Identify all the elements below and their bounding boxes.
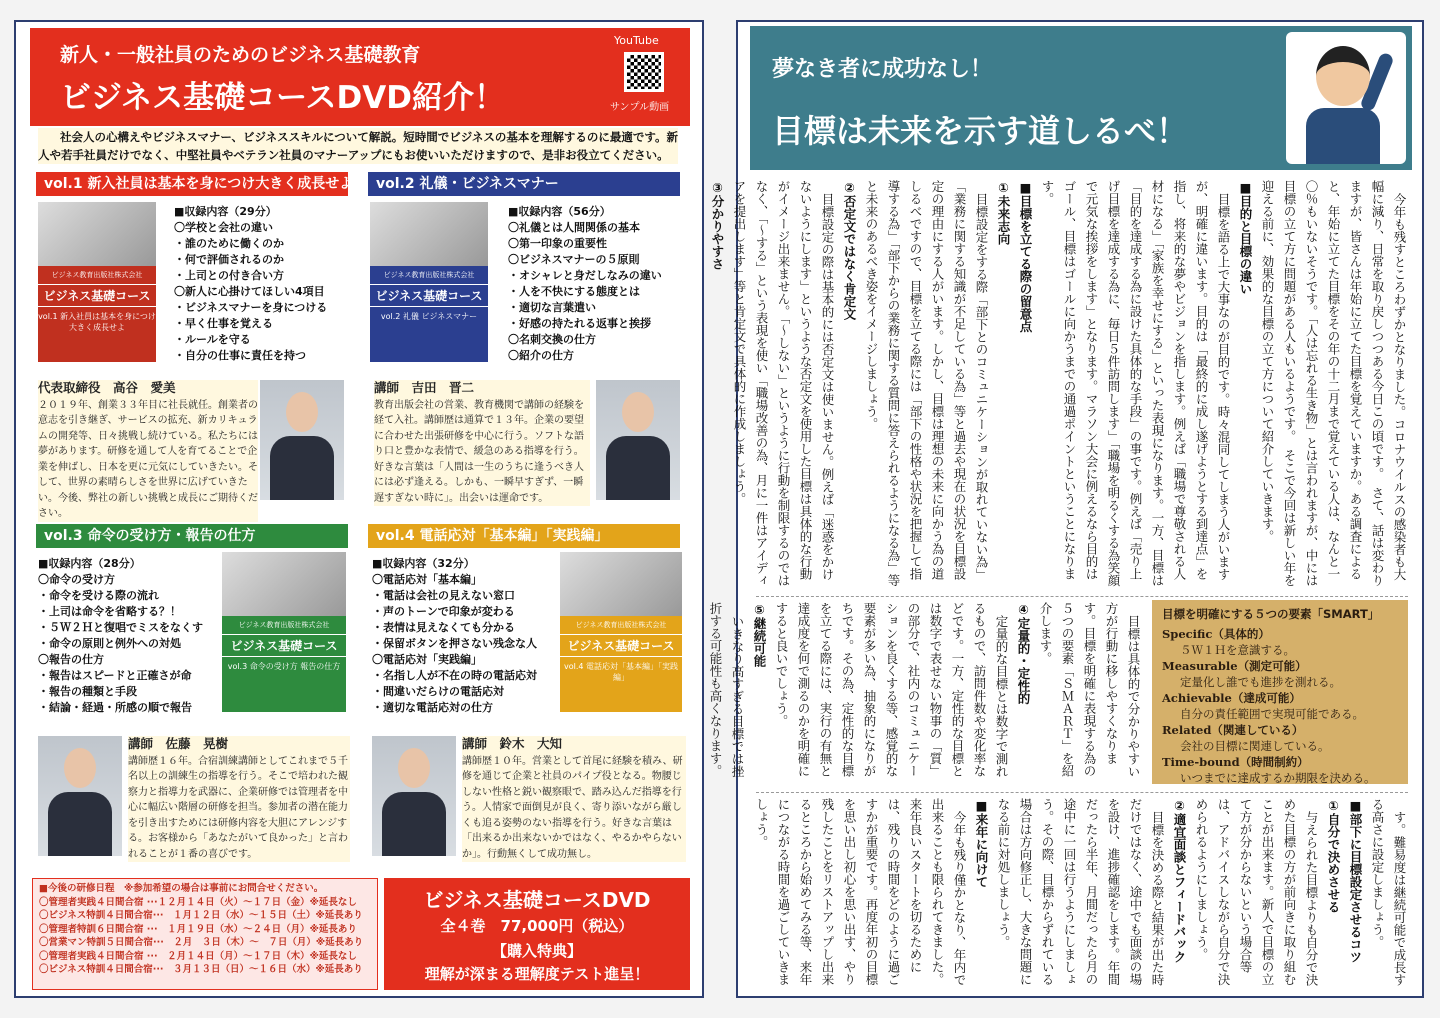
article-next-year-text: 今年も残り僅かとなり、年内で出来ることも限られてきました。来年良いスタートを切るためには、残りの時間をどのように過ごすかが重要です。再度年初の目標を思い出し初心を思い出す、やり残したことをリストアップし出来るところから始めてみる等、来年につながる時間を過ごしていきましょう。 xyxy=(754,798,967,986)
vol2-dvd-course: ビジネス基礎コース xyxy=(370,284,488,307)
vol1-person-name: 代表取締役 高谷 愛美 xyxy=(38,380,176,395)
article-intro: 今年も残すところわずかとなりました。コロナウイルスの感染者も大幅に減り、日常を取り戻しつつある今日この頃です。 さて、話は変わりますが、皆さんは年始に立てた目標を覚えていますか。ある調査によると、年始に立てた目標をその年の十二月まで覚えている人は、なんと一〇％もいないそうです。「人は忘れる生き物」とは言われますが、中には目標の立て方に問題がある人もいるようです。 そこで今回は新しい年を迎える前に、効果的な目標の立て方について紹介していきます。 xyxy=(1260,180,1407,587)
vol1-dvd-course: ビジネス基礎コース xyxy=(38,284,156,307)
list-item: ・命令を受ける際の流れ xyxy=(38,589,159,602)
list-item: ・声のトーンで印象が変わる xyxy=(372,605,515,618)
vol2-profile xyxy=(374,380,590,506)
right-page xyxy=(708,20,1424,998)
vol3-dvd-subtitle: vol.3 命令の受け方 報告の仕方 xyxy=(227,662,341,671)
article-top xyxy=(710,180,1410,590)
article-sustainable-text: いきなり高すぎる目標では挫折する可能性も高くなります。 xyxy=(708,602,745,777)
vol4-person-bio: 講師歴１０年。営業として首尾に経験を積み、研修を通じて企業と社員のパイプ役となる。物腰じしない性格と鋭い観察眼で、踏み込んだ指導を行う。人情家で面倒見が良く、寄り添いながら厳しくも追る姿勢のない指導を行う。好きな言葉は「出来るか出来ないかではなく、やるかやらないか」。行動無くして成功無し。 xyxy=(462,755,683,860)
list-item: ・何で評価されるのか xyxy=(174,253,284,266)
training-schedule xyxy=(32,878,378,990)
vol4-dvd-photo xyxy=(560,552,682,616)
vol2-person-bio: 教育出版会社の営業、教育機関で講師の経験を経て入社。講師歴は通算で１３年。企業の要望に合わせた出張研修を中心に行う。ソフトな語り口と豊かな表情で、緩急のある指導を行う。好きな言葉は「人間は一生のうちに逢うべき人には必ず逢える。しかも、一瞬早すぎず、一瞬遅すぎない時に」。出会いは運命です。 xyxy=(374,399,584,504)
promo-price: 全４巻 77,000円（税込） xyxy=(440,917,634,935)
smart-key: Measurable（測定可能） xyxy=(1162,659,1307,673)
article-bottom-lead: す。難易度は継続可能で成長する高さに設定しましょう。 xyxy=(1370,798,1407,986)
vol1-title: vol.1 新入社員は基本を身につけ大きく成長せよ xyxy=(36,172,348,196)
list-item: ・間違いだらけの電話応対 xyxy=(372,685,504,698)
heading-next-year: ■来年に向けて xyxy=(974,798,989,888)
vol4-contents-header: ■収録内容（32分） xyxy=(372,557,475,570)
smart-box xyxy=(1152,600,1408,784)
vol2-contents-header: ■収録内容（56分） xyxy=(508,205,611,218)
list-item: ・適切な言葉遣い xyxy=(508,301,596,314)
promo-bonus: 【購入特典】 xyxy=(491,942,582,960)
vol2-title: vol.2 礼儀・ビジネスマナー xyxy=(368,172,680,196)
left-header-subtitle: 新人・一般社員のためのビジネス基礎教育 xyxy=(60,44,421,66)
vol3-profile xyxy=(128,736,350,862)
businessman-mascot-icon xyxy=(1286,32,1406,164)
vol1-dvd-photo xyxy=(38,202,156,266)
vol1-person-bio: ２０１９年、創業３３年目に社長就任。創業者の意志を引き継ぎ、サービスの拡充、新カリキュラムの開発等、日々挑戦し続けている。私たちには夢があります。研修を通して人を育てることで企業を伸ばし、日本を更に元気にしていきたい。そして、世界の素晴らしさを世界に広げていきたい。今後、弊社の新しい挑戦と成長にご期待ください。 xyxy=(38,399,258,519)
list-item: ・上司との付き合い方 xyxy=(174,269,284,282)
list-item: ・電話は会社の見えない窓口 xyxy=(372,589,515,602)
list-item: ・５Ｗ２Ｈと復唱でミスをなくす xyxy=(38,621,203,634)
list-item: ・人を不快にする態度とは xyxy=(508,285,640,298)
schedule-row: 〇ビジネス特訓４日間合宿··· ３月１３日（日）～１６日（水）※延長あり xyxy=(39,964,363,975)
qr-code-icon[interactable] xyxy=(624,52,664,92)
vol4-dvd-cover xyxy=(560,552,682,712)
smart-key: Related（関連している） xyxy=(1162,723,1304,737)
vol1-dvd-cover xyxy=(38,202,156,362)
list-item: ・ルールを守る xyxy=(174,333,251,346)
right-header xyxy=(750,26,1412,170)
vol4-person-name: 講師 鈴木 大知 xyxy=(462,736,563,751)
dvd-promo-box[interactable] xyxy=(384,878,690,990)
list-item: 〇電話応対「基本編」 xyxy=(372,573,482,586)
smart-title: 目標を明確にする５つの要素「SMART」 xyxy=(1162,607,1380,621)
schedule-row: 〇管理者特訓６日間合宿 ··· １月１９日（水）～２４日（月）※延長あり xyxy=(39,923,357,935)
vol1-dvd-publisher: ビジネス教育出版社株式会社 xyxy=(51,271,143,279)
schedule-row: 〇営業マン特訓５日間合宿··· ２月 ３日（木）～ ７日（月）※延長あり xyxy=(39,937,364,948)
smart-value: いつまでに達成するか期限を決める。 xyxy=(1180,771,1376,785)
divider xyxy=(756,792,1408,793)
vol4-dvd-publisher: ビジネス教育出版社株式会社 xyxy=(575,621,667,629)
list-item: ・報告の種類と手段 xyxy=(38,685,137,698)
vol3-person-name: 講師 佐藤 晃樹 xyxy=(128,736,229,751)
list-item: ・報告はスピードと正確さが命 xyxy=(38,669,192,682)
vol2-dvd-subtitle: vol.2 礼儀 ビジネスマナー xyxy=(380,312,478,321)
schedule-row: 〇管理者実践４日間合宿 ··· ２月１４日（月）～１７日（木）※延長なし xyxy=(39,950,357,962)
list-item: ・表情は見えなくても分かる xyxy=(372,621,515,634)
vol4-person-photo xyxy=(372,736,456,856)
smart-key: Achievable（達成可能） xyxy=(1162,691,1301,705)
smart-value: 自分の責任範囲で実現可能である。 xyxy=(1180,707,1364,721)
vol4-title: vol.4 電話応対「基本編」「実践編」 xyxy=(368,524,680,548)
vol2-dvd-publisher: ビジネス教育出版社株式会社 xyxy=(383,271,475,279)
left-page xyxy=(14,20,704,998)
promo-bonus-text: 理解が深まる理解度テスト進呈！ xyxy=(424,965,650,983)
schedule-row: 〇ビジネス特訓４日間合宿··· １月１２日（水）～１５日（土）※延長あり xyxy=(39,910,363,921)
heading-quantitative: ④定量的・定性的 xyxy=(1016,602,1031,705)
list-item: ・結論・経過・所感の順で報告 xyxy=(38,701,192,714)
vol2-contents xyxy=(508,204,662,364)
heading-decide-yourself: ①自分で決めさせる xyxy=(1326,798,1341,913)
vol3-person-photo xyxy=(38,736,122,856)
vol4-dvd-subtitle: vol.4 電話応対「基本編」「実践編」 xyxy=(563,662,679,682)
vol1-person-photo xyxy=(260,380,344,500)
right-header-subtitle: 夢なき者に成功なし！ xyxy=(772,57,993,82)
vol1-contents xyxy=(174,204,327,364)
article-decide-text: 与えられた目標よりも自分で決めた目標の方が前向きに取り組むことが出来ます。新人で目標の立て方が分からないという場合等は、アドバイスしながら自分で決められるようにしましょう。 xyxy=(1194,798,1319,986)
promo-title: ビジネス基礎コースDVD xyxy=(423,888,651,912)
heading-positive-statement: ②否定文ではなく肯定文 xyxy=(842,180,857,320)
list-item: ・適切な電話応対の仕方 xyxy=(372,701,493,714)
vol4-dvd-course: ビジネス基礎コース xyxy=(560,634,682,657)
schedule-row: 〇管理者実践４日間合宿 ···１２月１４日（火）～１７日（金）※延長なし xyxy=(39,896,357,908)
heading-feedback: ②適宜面談とフィードバック xyxy=(1172,798,1187,963)
smart-key: Specific（具体的） xyxy=(1162,627,1270,641)
left-header xyxy=(30,28,690,126)
heading-subordinate-tips: ■部下に目標設定させるコツ xyxy=(1348,798,1363,963)
vol3-dvd-course: ビジネス基礎コース xyxy=(222,634,346,657)
vol2-person-photo xyxy=(596,380,680,500)
list-item: ・自分の仕事に責任を持つ xyxy=(174,349,306,362)
list-item: ・名指し人が不在の時の電話応対 xyxy=(372,669,537,682)
smart-value: 定量化し誰でも進捗を測れる。 xyxy=(1180,675,1341,689)
article-bottom xyxy=(752,798,1410,994)
smart-key: Time-bound（時間制約） xyxy=(1162,755,1309,769)
list-item: 〇第一印象の重要性 xyxy=(508,237,607,250)
vol1-profile xyxy=(38,380,258,522)
vol1-contents-header: ■収録内容（29分） xyxy=(174,205,277,218)
heading-clarity: ③分かりやすさ xyxy=(710,180,725,270)
left-header-title: ビジネス基礎コースDVD紹介！ xyxy=(60,80,505,116)
vol4-profile xyxy=(462,736,686,862)
heading-purpose-vs-goal: ■目的と目標の違い xyxy=(1238,180,1253,295)
vol2-dvd-photo xyxy=(370,202,488,266)
smart-value: ５Ｗ１Ｈを意識する。 xyxy=(1180,643,1295,657)
list-item: 〇紹介の仕方 xyxy=(508,349,574,362)
heading-goal-tips: ■目標を立てる際の留意点 xyxy=(1018,180,1033,333)
list-item: ・命令の原則と例外への対処 xyxy=(38,637,181,650)
article-positive-text: 目標設定の際は基本的には否定文は使いません。例えば「迷惑をかけないようにします」というような否定文を使用した目標は具体的な行動がイメージ出来ません。「～しない」というように行動を制限するのではなく、「～する」という表現を使い「職場改善の為、月に一件はアイディアを提出します」等と肯定文で具体的に作成しましょう。 xyxy=(732,180,835,587)
list-item: ・早く仕事を覚える xyxy=(174,317,273,330)
list-item: 〇電話応対「実践編」 xyxy=(372,653,482,666)
youtube-label: YouTube xyxy=(614,34,659,47)
list-item: ・オシャレと身だしなみの違い xyxy=(508,269,662,282)
article-smart-intro: 目標は具体的で分かりやすい方が行動に移しやすくなります。目標を明確に表現する為の５つの要素「ＳＭＡＲＴ」を紹介します。 xyxy=(1038,602,1141,777)
article-middle xyxy=(708,602,1144,786)
list-item: 〇名刺交換の仕方 xyxy=(508,333,596,346)
heading-future-oriented: ①未来志向 xyxy=(996,180,1011,245)
list-item: ・誰のために働くのか xyxy=(174,237,284,250)
vol3-dvd-photo xyxy=(222,552,346,616)
vol3-contents-header: ■収録内容（28分） xyxy=(38,557,141,570)
smart-value: 会社の目標に関連している。 xyxy=(1180,739,1330,753)
article-future-text: 目標設定をする際「部下とのコミュニケーションが取れていない為」「業務に関する知識が不足している為」等と過去や現在の状況を目標設定の理由にする人がいます。しかし、目標は理想の未来に向かう為の道しるべですので、目標を立てる際には「部下の性格や状況を把握して指導する為」「部下からの業務に関する質問に答えられるようになる為」等と未来のあるべき姿をイメージしましょう。 xyxy=(864,180,989,587)
list-item: ・好感の持たれる返事と挨拶 xyxy=(508,317,651,330)
sample-video-label: サンプル動画 xyxy=(610,102,670,113)
article-quantitative-text: 定量的な目標とは数字で測れるもので、訪問件数や変化率などです。一方、定性的な目標とは数字で表せない物事の「質」の部分で、社内のコミュニケーションを良くする等、感覚的な要素が多い為、抽象的になりがちです。その為、定性的な目標を立てる際には、実行の有無と達成度を何で測るのかを明確にすると良いでしょう。 xyxy=(774,602,1009,777)
list-item: ・上司は命令を省略する？！ xyxy=(38,605,181,618)
list-item: 〇報告の仕方 xyxy=(38,653,104,666)
vol3-title: vol.3 命令の受け方・報告の仕方 xyxy=(36,524,348,548)
heading-sustainable: ⑤継続可能 xyxy=(752,602,767,667)
divider xyxy=(756,596,1408,597)
vol4-contents xyxy=(372,556,537,716)
list-item: 〇礼儀とは人間関係の基本 xyxy=(508,221,640,234)
vol1-dvd-subtitle: vol.1 新入社員は基本を身につけ大きく成長せよ xyxy=(38,312,156,332)
vol2-person-name: 講師 吉田 晋二 xyxy=(374,380,475,395)
list-item: 〇命令の受け方 xyxy=(38,573,115,586)
right-header-title: 目標は未来を示す道しるべ！ xyxy=(772,112,1189,150)
vol3-dvd-cover xyxy=(222,552,346,712)
vol3-contents xyxy=(38,556,203,716)
vol3-dvd-publisher: ビジネス教育出版社株式会社 xyxy=(238,621,330,629)
vol3-person-bio: 講師歴１６年。合宿訓練講師としてこれまで５千名以上の訓練生の指導を行う。そこで培われた観察力と指導力を武器に、企業研修では管理者を中心に幅広い階層の研修を担当。参加者の潜在能力を引き出すためには研修内容を大胆にアレンジする。お客様から「あなたがいて良かった」と言われることが１番の喜びです。 xyxy=(128,755,348,860)
list-item: ・保留ボタンを押さない残念な人 xyxy=(372,637,537,650)
schedule-title: ■今後の研修日程 ※参加希望の場合は事前にお問合せください。 xyxy=(39,883,324,894)
intro-text: 社会人の心構えやビジネスマナー、ビジネススキルについて解説。短時間でビジネスの基本を理解するのに最適です。新人や若手社員だけでなく、中堅社員やベテラン社員のマナーアップにもお使いいただけますので、是非お役立てください。 xyxy=(38,130,679,162)
list-item: 〇ビジネスマナーの５原則 xyxy=(508,253,640,266)
article-purpose-text: 目標を語る上で大事なのが目的です。時々混同してしまう人がいますが、明確に違います。目的は「最終的に成し遂げようとする到達点」を指し、将来的な夢やビジョンを指します。例えば「職場で尊敬される人材になる」「家族を幸せにする」といった表現になります。一方、目標は「目的を達成する為に設けた具体的な手段」の事です。例えば「売り上げ目標を達成する為に、毎日５件訪問します」「職場を明るくする為笑顔で元気な挨拶をします」となります。マラソン大会に例えるなら目的はゴール、目標はゴールに向かうまでの通過ポイントということになります。 xyxy=(1040,180,1231,587)
list-item: 〇学校と会社の違い xyxy=(174,221,273,234)
list-item: 〇新人に心掛けてほしい4項目 xyxy=(174,285,325,298)
vol2-dvd-cover xyxy=(370,202,488,362)
list-item: ・ビジネスマナーを身につける xyxy=(174,301,328,314)
article-feedback-text: 目標を決める際と結果が出た時だけではなく、途中でも面談の場を設け、進捗確認をします。年間だったら半年、月間だったら月の途中に一回は行うようにしましょう。その際、目標からずれている場合は方向修正し、大きな問題になる前に対処しましょう。 xyxy=(996,798,1165,986)
